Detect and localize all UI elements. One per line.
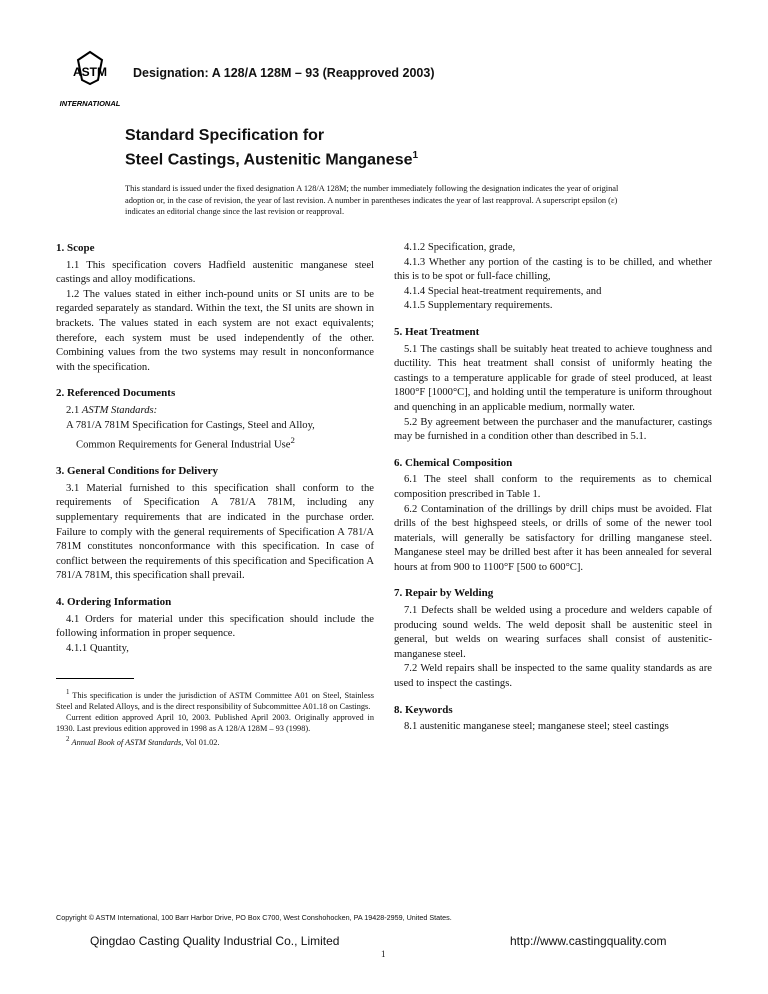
reference-line-1: A 781/A 781M Specification for Castings, Steel and Alloy, — [66, 419, 315, 431]
list-item: 4.1.4 Special heat-treatment requirements, and — [404, 285, 602, 297]
paragraph: 7.2 Weld repairs shall be inspected to the same quality standards as are used to inspect the castings. — [394, 663, 712, 690]
footnote-text: This specification is under the jurisdiction of ASTM Committee A01 on Steel, Stainless Steel and Related Alloys, and is the direct responsibility of Subcommittee A01.18 on Castings. — [56, 691, 374, 712]
section-heat-treatment — [394, 325, 712, 445]
section-heading: 4. Ordering Information — [56, 596, 172, 608]
paragraph: 8.1 austenitic manganese steel; manganese steel; steel castings — [404, 721, 669, 733]
ordering-continued — [394, 241, 712, 314]
section-heading: 6. Chemical Composition — [394, 456, 513, 469]
document-title — [125, 126, 418, 170]
reference-entry — [56, 419, 374, 454]
copyright-notice: Copyright © ASTM International, 100 Barr Harbor Drive, PO Box C700, West Conshohocken, PA 19428-2959, United States. — [56, 913, 452, 922]
paragraph: 4.1 Orders for material under this specification should include the following information in proper sequence. — [56, 613, 374, 640]
section-heading: 5. Heat Treatment — [394, 325, 480, 338]
footnote-mark: 1 — [66, 689, 70, 697]
title-line-1: Standard Specification for — [125, 127, 325, 144]
list-item: 4.1.1 Quantity, — [66, 642, 129, 654]
list-item: 4.1.2 Specification, grade, — [404, 242, 516, 253]
section-keywords — [394, 703, 712, 735]
title-line-2 — [125, 146, 418, 170]
section-referenced-documents — [56, 386, 374, 453]
list-item: 4.1.5 Supplementary requirements. — [404, 300, 553, 312]
designation: Designation: A 128/A 128M – 93 (Reapproved 2003) — [133, 66, 435, 80]
left-column — [56, 241, 374, 748]
paragraph-title: ASTM Standards: — [81, 404, 158, 416]
section-general-conditions — [56, 464, 374, 584]
right-column — [394, 241, 712, 746]
section-heading: 2. Referenced Documents — [56, 387, 176, 400]
section-heading: 8. Keywords — [394, 703, 453, 716]
astm-logo — [58, 50, 122, 110]
footnote — [56, 734, 374, 748]
company-url-link[interactable]: http://www.castingquality.com — [510, 934, 667, 948]
company-name: Qingdao Casting Quality Industrial Co., Limited — [90, 934, 340, 948]
section-chemical-composition — [394, 456, 712, 576]
section-heading: 3. General Conditions for Delivery — [56, 465, 219, 478]
section-heading: 7. Repair by Welding — [394, 587, 494, 600]
paragraph: 5.2 By agreement between the purchaser and the manufacturer, castings may be furnished in a condition other than described in 5.1. — [394, 416, 712, 443]
section-ordering-information — [56, 595, 374, 656]
logo-subtext: INTERNATIONAL — [59, 99, 121, 108]
logo-text: ASTM — [73, 65, 107, 79]
reference-line-2: Common Requirements for General Industrial Use — [76, 439, 291, 451]
paragraph — [56, 404, 374, 419]
paragraph: 7.1 Defects shall be welded using a procedure and welders capable of producing sound welds. The weld deposit shall be austenitic steel in general, but welds on wearing surfaces shall consist of austenitic-manganese steel. — [394, 605, 712, 660]
footnote — [56, 687, 374, 712]
paragraph-number: 2.1 — [66, 404, 80, 416]
page-number: 1 — [381, 949, 386, 959]
issue-note: This standard is issued under the fixed designation A 128/A 128M; the number immediately following the designation indicates the year of original adoption or, in the case of revision, the year of last revision. A number in parentheses indicates the year of last reapproval. A superscript epsilon (ε) indicates an editorial change since the last revision or reapproval. — [125, 184, 619, 216]
reference-footnote-mark: 2 — [290, 435, 295, 446]
paragraph: 6.2 Contamination of the drillings by drill chips must be avoided. Flat drills of the best highspeed steels, or drills of some of the newer tool materials, will generally be satisfactory for drilling manganese steel. Manganese steel may be drilled best after it has been annealed for several hours at from 900 to 1100°F [500 to 600°C]. — [394, 503, 712, 573]
footnotes — [56, 687, 374, 748]
footnote-text: Vol 01.02. — [185, 737, 220, 747]
section-scope — [56, 241, 374, 375]
footnote: Current edition approved April 10, 2003. Published April 2003. Originally approved in 1930. Last previous edition approved in 1998 as A 128/A 128M – 93 (1998). — [56, 713, 374, 734]
footnote-rule — [56, 678, 134, 679]
list-item: 4.1.3 Whether any portion of the casting is to be chilled, and whether this is to be spot or full-face chilling, — [394, 256, 712, 283]
paragraph: 5.1 The castings shall be suitably heat treated to achieve toughness and ductility. This heat treatment shall consist of uniformly heating the castings to a temperature applicable for grade of steel produced, at least 1800°F [1000°C], and holding until the temperature is uniform throughout and quenching in an applicable medium, normally water. — [394, 343, 712, 413]
paragraph: 1.1 This specification covers Hadfield austenitic manganese steel castings and alloy modifications. — [56, 259, 374, 286]
title-text: Steel Castings, Austenitic Manganese — [125, 151, 413, 169]
footnote-title: Annual Book of ASTM Standards, — [71, 737, 184, 747]
section-repair-by-welding — [394, 586, 712, 691]
paragraph: 3.1 Material furnished to this specification shall conform to the requirements of Specification A 781/A 781M, including any supplementary requirements that are indicated in the purchase order. Failure to comply with the general requirements of Specification A 781/A 781M constitutes nonconformance with this specification. In case of conflict between the requirements of this specification and Specification A 781/A 781M, this specification shall prevail. — [56, 482, 374, 582]
title-footnote-mark: 1 — [412, 150, 419, 161]
paragraph: 1.2 The values stated in either inch-pound units or SI units are to be regarded separately as standard. Within the text, the SI units are shown in brackets. The values stated in each system are not exact equivalents; therefore, each system must be used independently of the other. Combining values from the two systems may result in nonconformance with the specification. — [56, 288, 374, 373]
section-heading: 1. Scope — [56, 242, 95, 254]
footnote-mark: 2 — [66, 736, 70, 744]
paragraph: 6.1 The steel shall conform to the requirements as to chemical composition prescribed in Table 1. — [394, 474, 712, 500]
